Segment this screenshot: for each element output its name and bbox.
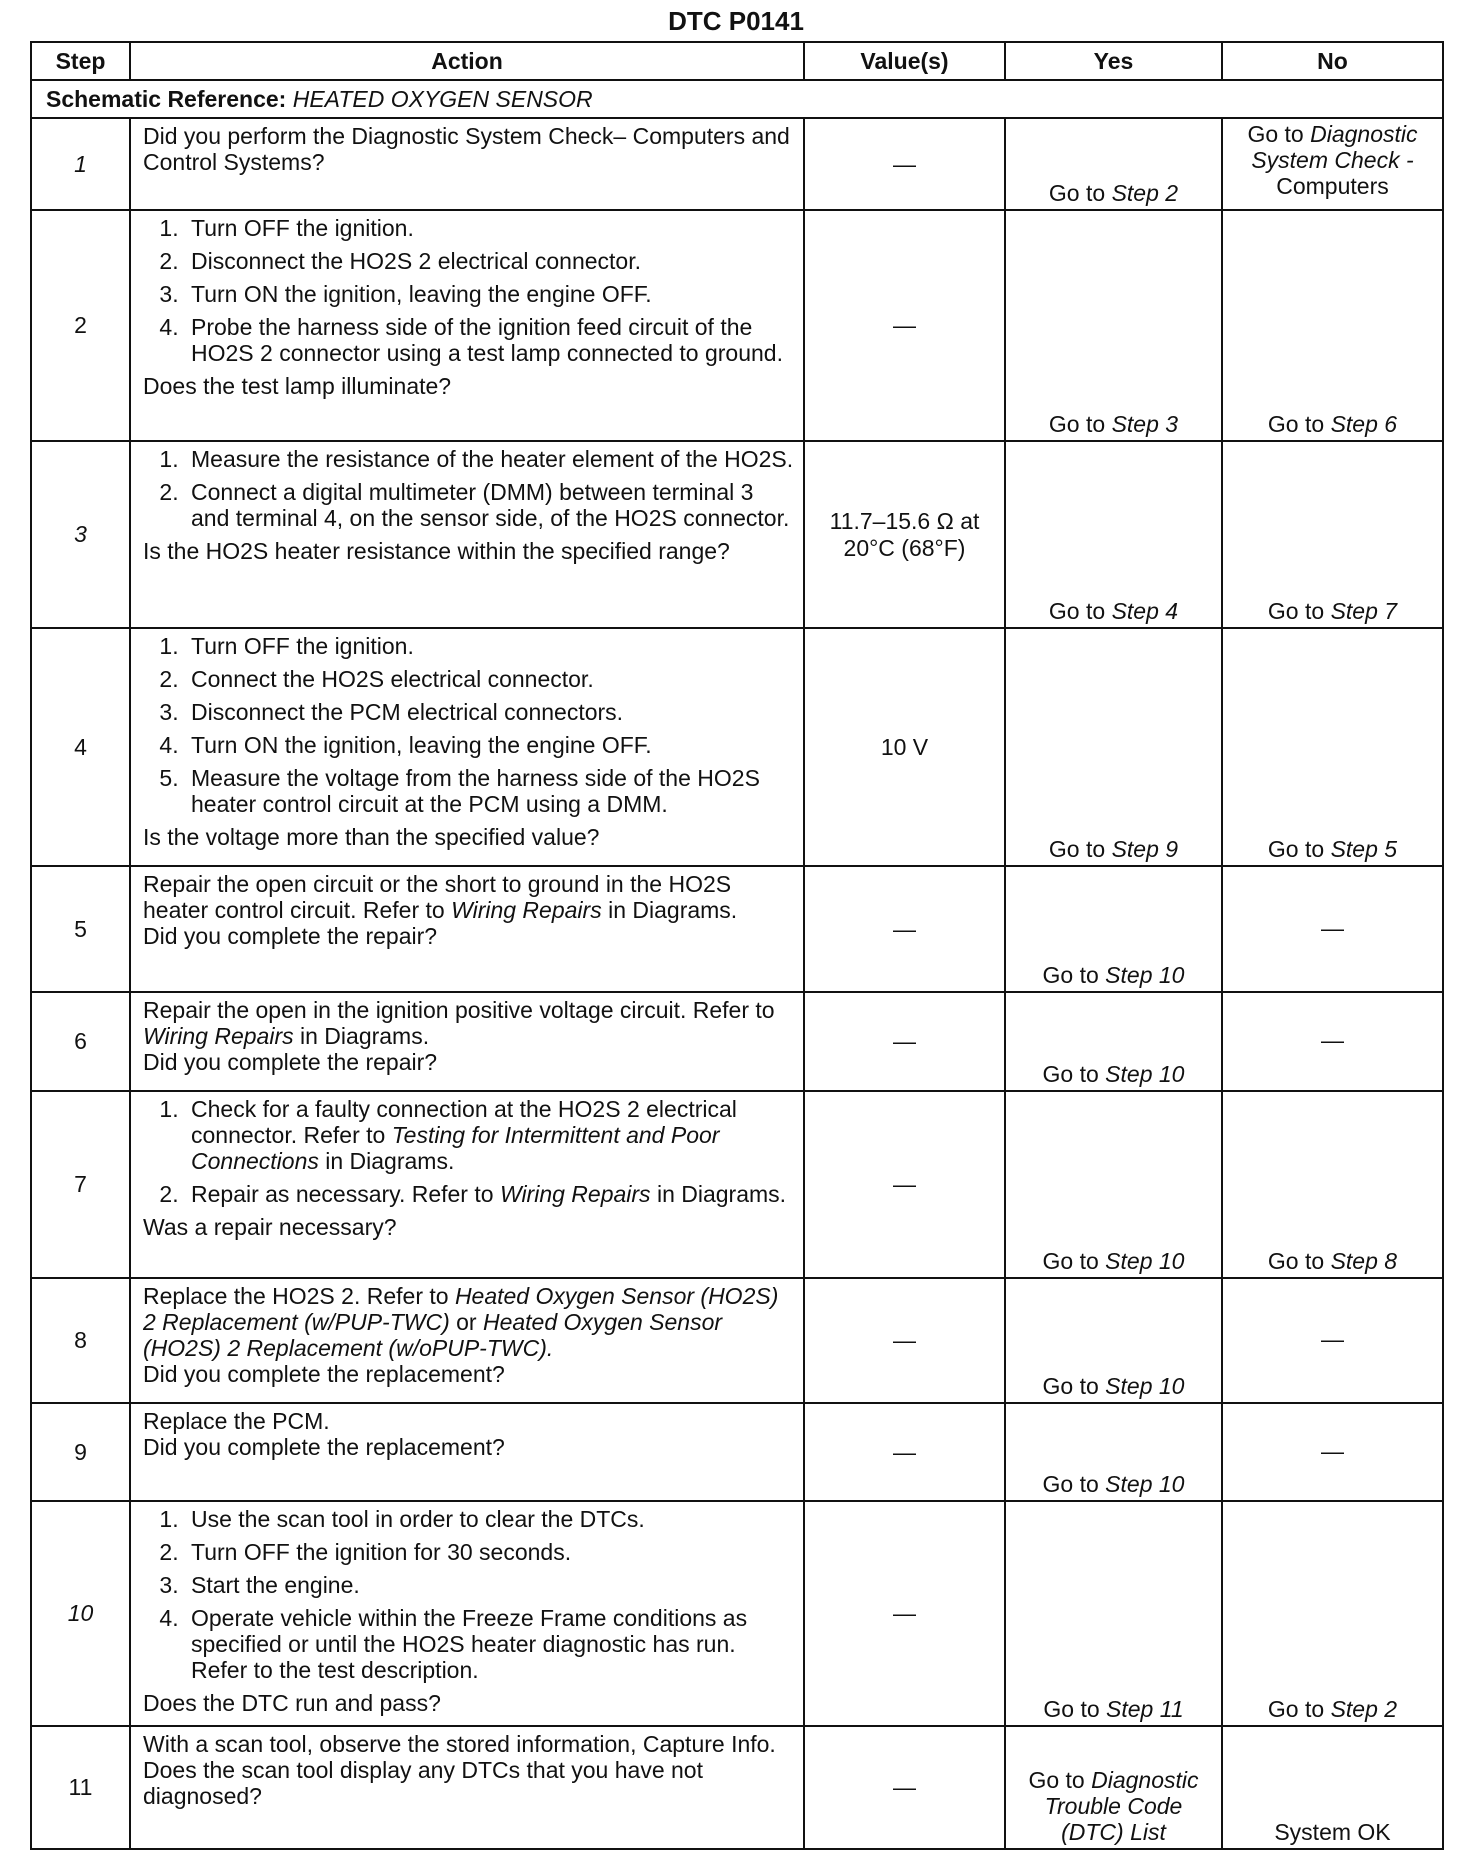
no-cell <box>1222 1091 1443 1278</box>
table-row <box>31 992 1443 1091</box>
action-question: Did you complete the replacement? <box>143 1361 505 1387</box>
wiring-repairs-link[interactable]: Wiring Repairs <box>143 1023 294 1049</box>
yes-prefix: Go to <box>1048 836 1112 862</box>
no-suffix: Computers <box>1276 173 1389 199</box>
yes-step-link[interactable]: Step 10 <box>1105 962 1185 988</box>
header-values: Value(s) <box>804 42 1005 80</box>
action-item: 1. Turn OFF the ignition. <box>185 215 795 241</box>
step-number: 8 <box>31 1278 130 1403</box>
testing-intermittent-link[interactable]: Testing for Intermittent and Poor Connections <box>191 1122 720 1174</box>
step-number: 3 <box>31 441 130 628</box>
yes-prefix: Go to <box>1043 1696 1107 1722</box>
no-step-link[interactable]: Step 6 <box>1330 411 1398 437</box>
action-item <box>185 1096 795 1174</box>
step-number: 4 <box>31 628 130 866</box>
action-item: 4. Turn ON the ignition, leaving the engine OFF. <box>185 732 795 758</box>
table-row <box>31 210 1443 441</box>
action-item: 3. Turn ON the ignition, leaving the engine OFF. <box>185 281 795 307</box>
value-cell: 11.7–15.6 Ω at 20°C (68°F) <box>804 441 1005 628</box>
action-cell <box>130 1501 804 1726</box>
value-cell: — <box>804 866 1005 992</box>
no-prefix: Go to <box>1267 1248 1331 1274</box>
action-question: Does the DTC run and pass? <box>143 1690 441 1716</box>
yes-prefix: Go to <box>1042 1248 1106 1274</box>
value-cell: — <box>804 992 1005 1091</box>
step-number: 2 <box>31 210 130 441</box>
action-text: Replace the PCM. <box>143 1408 330 1434</box>
header-no: No <box>1222 42 1443 80</box>
action-text: With a scan tool, observe the stored information, Capture Info. <box>143 1731 776 1757</box>
action-cell <box>130 1726 804 1849</box>
yes-prefix: Go to <box>1048 180 1112 206</box>
action-list <box>143 1096 795 1214</box>
table-row <box>31 1501 1443 1726</box>
replacement-link[interactable]: Heated Oxygen Sensor (HO2S) 2 Replacement (w/PUP-TWC) <box>143 1283 779 1335</box>
schematic-reference <box>31 80 1443 118</box>
value-cell: — <box>804 1278 1005 1403</box>
action-cell <box>130 210 804 441</box>
action-item: 2. Connect the HO2S electrical connector. <box>185 666 795 692</box>
no-prefix: Go to <box>1267 836 1331 862</box>
yes-step-link[interactable]: Step 9 <box>1111 836 1179 862</box>
no-cell: — <box>1222 866 1443 992</box>
no-cell <box>1222 1501 1443 1726</box>
value-cell: — <box>804 1501 1005 1726</box>
action-question: Is the voltage more than the specified value? <box>143 824 600 850</box>
value-cell: — <box>804 210 1005 441</box>
action-question: Did you complete the repair? <box>143 923 438 949</box>
yes-step-link[interactable]: Step 11 <box>1106 1696 1184 1722</box>
header-row <box>31 42 1443 80</box>
yes-cell <box>1005 1403 1222 1501</box>
wiring-repairs-link[interactable]: Wiring Repairs <box>499 1181 651 1207</box>
action-item: 4. Probe the harness side of the ignition feed circuit of the HO2S 2 connector using a test lamp connected to ground. <box>185 314 795 366</box>
yes-step-link[interactable]: Step 4 <box>1111 598 1179 624</box>
action-item <box>185 1181 795 1207</box>
yes-prefix: Go to <box>1042 962 1106 988</box>
action-item: 2. Disconnect the HO2S 2 electrical connector. <box>185 248 795 274</box>
action-question: Was a repair necessary? <box>143 1214 397 1240</box>
action-cell <box>130 1091 804 1278</box>
action-text-part: in Diagrams. <box>650 1181 787 1207</box>
yes-cell <box>1005 1501 1222 1726</box>
action-cell <box>130 628 804 866</box>
yes-step-link[interactable]: Step 10 <box>1105 1471 1185 1497</box>
action-cell <box>130 118 804 210</box>
table-row <box>31 628 1443 866</box>
yes-cell <box>1005 866 1222 992</box>
action-item: 5. Measure the voltage from the harness side of the HO2S heater control circuit at the PCM using a DMM. <box>185 765 795 817</box>
no-step-link[interactable]: Step 7 <box>1330 598 1398 624</box>
no-cell: — <box>1222 1403 1443 1501</box>
step-number: 6 <box>31 992 130 1091</box>
action-item: 2. Connect a digital multimeter (DMM) between terminal 3 and terminal 4, on the sensor side, of the HO2S connector. <box>185 479 795 531</box>
no-step-link[interactable]: Step 8 <box>1330 1248 1398 1274</box>
action-text <box>143 1283 795 1361</box>
no-prefix: Go to <box>1267 598 1331 624</box>
page-title: DTC P0141 <box>668 6 804 36</box>
no-cell: — <box>1222 1278 1443 1403</box>
no-cell: — <box>1222 992 1443 1091</box>
action-list <box>143 1506 795 1690</box>
step-number: 10 <box>31 1501 130 1726</box>
header-yes: Yes <box>1005 42 1222 80</box>
action-question: Does the scan tool display any DTCs that you have not diagnosed? <box>143 1757 703 1809</box>
no-prefix: Go to <box>1267 411 1331 437</box>
table-row <box>31 118 1443 210</box>
value-cell: — <box>804 1726 1005 1849</box>
step-number: 11 <box>31 1726 130 1849</box>
action-text-part: Repair as necessary. Refer to <box>191 1181 500 1207</box>
step-number: 9 <box>31 1403 130 1501</box>
no-cell <box>1222 210 1443 441</box>
action-item: 3. Start the engine. <box>185 1572 795 1598</box>
yes-cell <box>1005 1726 1222 1849</box>
yes-step-link[interactable]: Step 3 <box>1111 411 1179 437</box>
action-item: 1. Turn OFF the ignition. <box>185 633 795 659</box>
action-question: Does the test lamp illuminate? <box>143 373 452 399</box>
yes-prefix: Go to <box>1048 598 1112 624</box>
yes-step-link[interactable]: Step 2 <box>1111 180 1179 206</box>
yes-step-link[interactable]: Step 10 <box>1105 1248 1185 1274</box>
dtc-list-link[interactable]: Diagnostic Trouble Code (DTC) List <box>1044 1767 1199 1845</box>
action-list <box>143 446 795 538</box>
action-list <box>143 633 795 824</box>
action-cell <box>130 992 804 1091</box>
table-row <box>31 441 1443 628</box>
value-cell: — <box>804 1403 1005 1501</box>
table-row <box>31 1403 1443 1501</box>
action-item: 3. Disconnect the PCM electrical connectors. <box>185 699 795 725</box>
schematic-value: HEATED OXYGEN SENSOR <box>292 85 593 112</box>
action-cell <box>130 1278 804 1403</box>
action-item: 2. Turn OFF the ignition for 30 seconds. <box>185 1539 795 1565</box>
action-cell <box>130 866 804 992</box>
yes-prefix: Go to <box>1042 1061 1106 1087</box>
table-row <box>31 1278 1443 1403</box>
no-step-link[interactable]: Step 5 <box>1330 836 1398 862</box>
table-row <box>31 1726 1443 1849</box>
yes-prefix: Go to <box>1042 1471 1106 1497</box>
yes-step-link[interactable]: Step 10 <box>1105 1373 1185 1399</box>
diagnostic-table <box>30 41 1444 1850</box>
no-cell: System OK <box>1222 1726 1443 1849</box>
action-cell <box>130 441 804 628</box>
yes-step-link[interactable]: Step 10 <box>1105 1061 1185 1087</box>
action-question: Did you complete the replacement? <box>143 1434 505 1460</box>
action-text-part: Repair the open circuit or the short to ground in the HO2S heater control circuit. Refer to <box>143 871 732 923</box>
action-text-part: Repair the open in the ignition positive voltage circuit. Refer to <box>143 997 775 1023</box>
action-text-part: or <box>449 1309 483 1335</box>
action-text-part: Replace the HO2S 2. Refer to <box>143 1283 455 1309</box>
yes-cell <box>1005 1091 1222 1278</box>
action-item: 1. Measure the resistance of the heater element of the HO2S. <box>185 446 795 472</box>
no-step-link[interactable]: Step 2 <box>1330 1696 1398 1722</box>
action-question: Is the HO2S heater resistance within the specified range? <box>143 538 730 564</box>
yes-prefix: Go to <box>1028 1767 1092 1793</box>
header-action: Action <box>130 42 804 80</box>
yes-cell <box>1005 1278 1222 1403</box>
yes-cell <box>1005 992 1222 1091</box>
action-text-part: in Diagrams. <box>293 1023 430 1049</box>
action-text-part: in Diagrams. <box>601 897 738 923</box>
yes-cell <box>1005 118 1222 210</box>
no-ref-link[interactable]: Diagnostic System Check - <box>1251 121 1418 173</box>
no-cell <box>1222 118 1443 210</box>
action-text-part: in Diagrams. <box>318 1148 455 1174</box>
no-prefix: Go to <box>1247 121 1311 147</box>
value-cell: — <box>804 118 1005 210</box>
action-question: Did you complete the repair? <box>143 1049 438 1075</box>
value-cell: 10 V <box>804 628 1005 866</box>
action-text <box>143 871 795 923</box>
action-list <box>143 215 795 373</box>
no-cell <box>1222 628 1443 866</box>
yes-prefix: Go to <box>1042 1373 1106 1399</box>
action-text-part: Check for a faulty connection at the HO2S 2 electrical connector. Refer to <box>191 1096 737 1148</box>
step-number: 7 <box>31 1091 130 1278</box>
yes-cell <box>1005 628 1222 866</box>
action-text <box>143 997 795 1049</box>
step-number: 1 <box>31 118 130 210</box>
schematic-row <box>31 80 1443 118</box>
action-cell <box>130 1403 804 1501</box>
action-text: Did you perform the Diagnostic System Check– Computers and Control Systems? <box>143 123 790 175</box>
value-cell: — <box>804 1091 1005 1278</box>
yes-cell <box>1005 441 1222 628</box>
schematic-label: Schematic Reference: <box>46 85 287 112</box>
no-cell <box>1222 441 1443 628</box>
no-prefix: Go to <box>1267 1696 1331 1722</box>
header-step: Step <box>31 42 130 80</box>
action-item: 4. Operate vehicle within the Freeze Frame conditions as specified or until the HO2S heater diagnostic has run. Refer to the test description. <box>185 1605 795 1683</box>
action-item: 1. Use the scan tool in order to clear the DTCs. <box>185 1506 795 1532</box>
table-row <box>31 866 1443 992</box>
table-row <box>31 1091 1443 1278</box>
wiring-repairs-link[interactable]: Wiring Repairs <box>451 897 602 923</box>
yes-prefix: Go to <box>1048 411 1112 437</box>
replacement-link[interactable]: Heated Oxygen Sensor (HO2S) 2 Replacement (w/oPUP-TWC). <box>143 1309 723 1361</box>
yes-cell <box>1005 210 1222 441</box>
step-number: 5 <box>31 866 130 992</box>
